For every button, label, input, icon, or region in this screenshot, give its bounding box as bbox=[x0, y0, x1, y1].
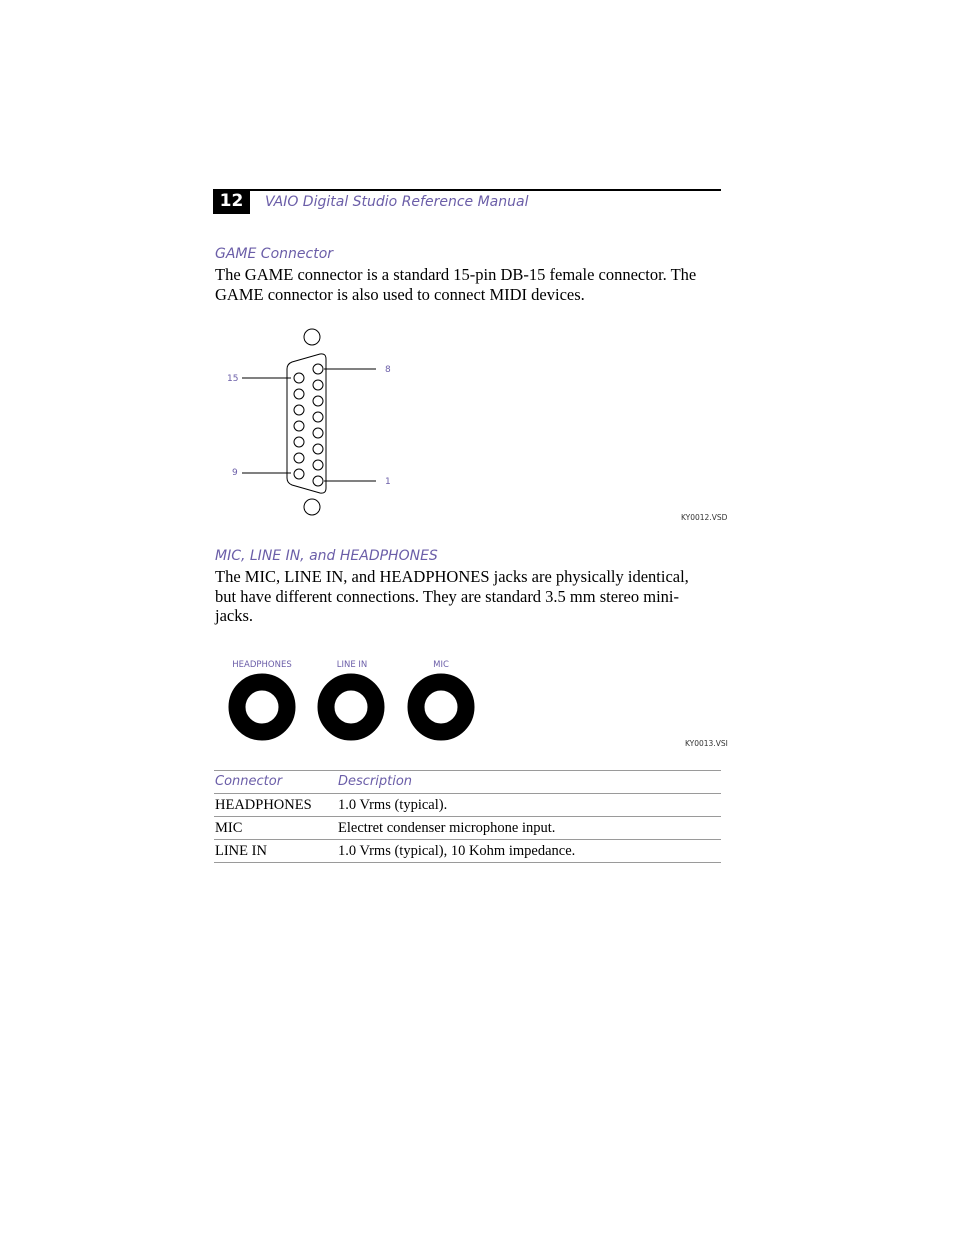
running-title: VAIO Digital Studio Reference Manual bbox=[265, 194, 529, 210]
connector-pin bbox=[313, 412, 323, 422]
connector-pin bbox=[294, 373, 304, 383]
connector-pin bbox=[313, 476, 323, 486]
figure-id-jacks: KY0013.VSI bbox=[685, 739, 728, 748]
connector-pin bbox=[313, 396, 323, 406]
page-number: 12 bbox=[213, 189, 250, 214]
pin-label-15: 15 bbox=[227, 374, 239, 384]
connector-pin bbox=[294, 405, 304, 415]
connector-pin bbox=[294, 437, 304, 447]
mic-jack-icon bbox=[416, 682, 466, 732]
pin-label-9: 9 bbox=[232, 468, 238, 478]
table-header-row bbox=[214, 770, 721, 793]
db15-connector-diagram bbox=[214, 325, 724, 525]
table-row bbox=[214, 793, 721, 816]
mounting-hole-bottom bbox=[304, 499, 320, 515]
audio-body-line-2: but have different connections. They are standard 3.5 mm stereo mini- bbox=[215, 586, 679, 606]
table-row bbox=[214, 816, 721, 839]
header-rule bbox=[250, 189, 721, 191]
jack-label-headphones: HEADPHONES bbox=[232, 660, 292, 670]
table-cell-connector: MIC bbox=[215, 820, 243, 836]
pin-label-1: 1 bbox=[385, 477, 391, 487]
jack-label-mic: MIC bbox=[433, 660, 449, 670]
headphones-jack-icon bbox=[237, 682, 287, 732]
table-row bbox=[214, 839, 721, 863]
table-cell-description: Electret condenser microphone input. bbox=[338, 820, 556, 836]
pin-group bbox=[294, 364, 323, 486]
table-cell-description: 1.0 Vrms (typical). bbox=[338, 797, 448, 813]
game-body-line-2: GAME connector is also used to connect MIDI devices. bbox=[215, 284, 585, 304]
mounting-hole-top bbox=[304, 329, 320, 345]
connector-shell bbox=[287, 354, 326, 493]
game-connector-heading: GAME Connector bbox=[215, 246, 334, 262]
game-body-line-1: The GAME connector is a standard 15-pin DB-15 female connector. The bbox=[215, 265, 697, 284]
game-connector-body bbox=[215, 265, 721, 304]
connector-pin bbox=[294, 469, 304, 479]
audio-jacks-diagram bbox=[226, 672, 478, 744]
table-cell-description: 1.0 Vrms (typical), 10 Kohm impedance. bbox=[338, 843, 576, 859]
audio-body-line-3: jacks. bbox=[215, 606, 254, 625]
connector-table bbox=[214, 770, 721, 863]
figure-id-game: KY0012.VSD bbox=[681, 513, 728, 522]
connector-pin bbox=[313, 460, 323, 470]
connector-pin bbox=[313, 380, 323, 390]
table-header-description: Description bbox=[338, 774, 413, 789]
connector-pin bbox=[294, 421, 304, 431]
connector-pin bbox=[313, 428, 323, 438]
line-in-jack-icon bbox=[326, 682, 376, 732]
audio-body-line-1: The MIC, LINE IN, and HEADPHONES jacks are physically identical, bbox=[215, 567, 689, 586]
audio-jacks-body bbox=[215, 567, 721, 626]
pin-label-8: 8 bbox=[385, 365, 391, 375]
connector-pin bbox=[294, 389, 304, 399]
table-cell-connector: HEADPHONES bbox=[215, 797, 312, 813]
table-cell-connector: LINE IN bbox=[215, 843, 267, 859]
connector-pin bbox=[294, 453, 304, 463]
jack-label-line-in: LINE IN bbox=[336, 660, 368, 670]
audio-jacks-heading: MIC, LINE IN, and HEADPHONES bbox=[215, 548, 438, 564]
connector-pin bbox=[313, 364, 323, 374]
table-header-connector: Connector bbox=[215, 774, 283, 789]
connector-pin bbox=[313, 444, 323, 454]
